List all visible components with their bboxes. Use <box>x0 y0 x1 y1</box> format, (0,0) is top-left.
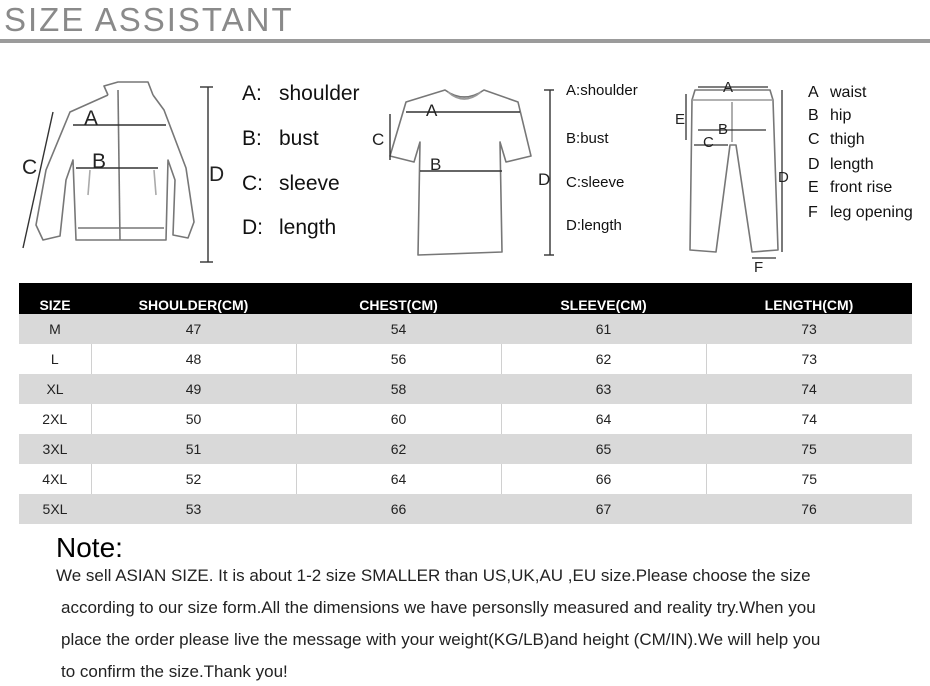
table-cell: 74 <box>706 404 912 434</box>
column-header: SIZE <box>19 283 91 314</box>
pants-diagram <box>670 50 800 275</box>
table-cell: 5XL <box>19 494 91 524</box>
table-cell: 52 <box>91 464 296 494</box>
tshirt-illustration <box>368 50 558 270</box>
legend-item: B: bust <box>242 127 319 150</box>
table-cell: 50 <box>91 404 296 434</box>
table-cell: 63 <box>501 374 706 404</box>
note-line: according to our size form.All the dimensions we have personslly measured and reality try.When you <box>61 598 816 617</box>
table-cell: 66 <box>296 494 501 524</box>
table-cell: 73 <box>706 314 912 344</box>
legend-item: A: shoulder <box>242 82 360 105</box>
table-row <box>19 404 912 434</box>
table-cell: M <box>19 314 91 344</box>
table-cell: 49 <box>91 374 296 404</box>
table-cell: 62 <box>501 344 706 374</box>
jacket-label-c: C <box>22 156 38 179</box>
table-cell: XL <box>19 374 91 404</box>
note-line: place the order please live the message with your weight(KG/LB)and height (CM/IN).We will help you <box>61 630 821 649</box>
note-line: We sell ASIAN SIZE. It is about 1-2 size SMALLER than US,UK,AU ,EU size.Please choose the size <box>56 566 811 585</box>
jacket-legend <box>242 82 385 242</box>
legend-item: C: sleeve <box>242 172 340 195</box>
jacket-illustration <box>8 50 228 270</box>
tshirt-label-c: C <box>372 130 385 149</box>
table-cell: 76 <box>706 494 912 524</box>
size-table <box>19 283 912 524</box>
table-cell: 51 <box>91 434 296 464</box>
tshirt-legend <box>566 82 676 242</box>
table-cell: 64 <box>501 404 706 434</box>
tshirt-label-b: B <box>430 155 442 174</box>
tshirt-diagram <box>368 50 558 270</box>
page-title: SIZE ASSISTANT <box>4 1 294 38</box>
legend-item: D length <box>808 156 874 173</box>
table-cell: 54 <box>296 314 501 344</box>
table-cell: 56 <box>296 344 501 374</box>
column-header: SHOULDER(CM) <box>91 283 296 314</box>
table-cell: 65 <box>501 434 706 464</box>
table-cell: 74 <box>706 374 912 404</box>
legend-item: C:sleeve <box>566 174 625 191</box>
table-cell: 4XL <box>19 464 91 494</box>
jacket-diagram <box>8 50 228 270</box>
table-row <box>19 344 912 374</box>
pants-illustration <box>670 50 800 275</box>
table-cell: 75 <box>706 434 912 464</box>
pants-label-a: A <box>723 79 734 96</box>
table-cell: 64 <box>296 464 501 494</box>
table-row <box>19 434 912 464</box>
table-row <box>19 314 912 344</box>
table-cell: 2XL <box>19 404 91 434</box>
table-header-row <box>19 283 912 314</box>
table-row <box>19 494 912 524</box>
legend-item: F leg opening <box>808 204 913 221</box>
jacket-label-b: B <box>92 150 107 173</box>
column-header: LENGTH(CM) <box>706 283 912 314</box>
table-cell: 61 <box>501 314 706 344</box>
table-cell: 3XL <box>19 434 91 464</box>
table-cell: 58 <box>296 374 501 404</box>
pants-label-b: B <box>718 121 729 138</box>
table-cell: 48 <box>91 344 296 374</box>
table-cell: 66 <box>501 464 706 494</box>
tshirt-label-d: D <box>538 170 551 189</box>
legend-item: C thigh <box>808 131 865 148</box>
jacket-label-d: D <box>209 163 225 186</box>
legend-item: E front rise <box>808 179 893 196</box>
table-cell: 73 <box>706 344 912 374</box>
note-line: to confirm the size.Thank you! <box>61 662 288 681</box>
legend-item: B:bust <box>566 130 609 147</box>
tshirt-label-a: A <box>426 101 438 120</box>
table-cell: 75 <box>706 464 912 494</box>
legend-item: A:shoulder <box>566 82 638 99</box>
legend-item: D: length <box>242 216 337 239</box>
table-row <box>19 464 912 494</box>
jacket-label-a: A <box>84 107 99 130</box>
legend-item: D:length <box>566 217 622 234</box>
legend-item: B hip <box>808 107 852 124</box>
table-cell: 53 <box>91 494 296 524</box>
legend-item: A waist <box>808 84 867 101</box>
pants-label-f: F <box>754 259 764 275</box>
column-header: CHEST(CM) <box>296 283 501 314</box>
table-cell: 62 <box>296 434 501 464</box>
pants-legend <box>808 84 928 234</box>
table-row <box>19 374 912 404</box>
title-underline <box>0 39 930 43</box>
measurement-diagrams <box>0 50 930 280</box>
pants-label-c: C <box>703 134 714 151</box>
pants-label-e: E <box>675 111 686 128</box>
note-heading: Note: <box>56 532 123 563</box>
table-cell: 67 <box>501 494 706 524</box>
table-cell: 47 <box>91 314 296 344</box>
table-cell: 60 <box>296 404 501 434</box>
pants-label-d: D <box>778 169 789 186</box>
table-cell: L <box>19 344 91 374</box>
column-header: SLEEVE(CM) <box>501 283 706 314</box>
